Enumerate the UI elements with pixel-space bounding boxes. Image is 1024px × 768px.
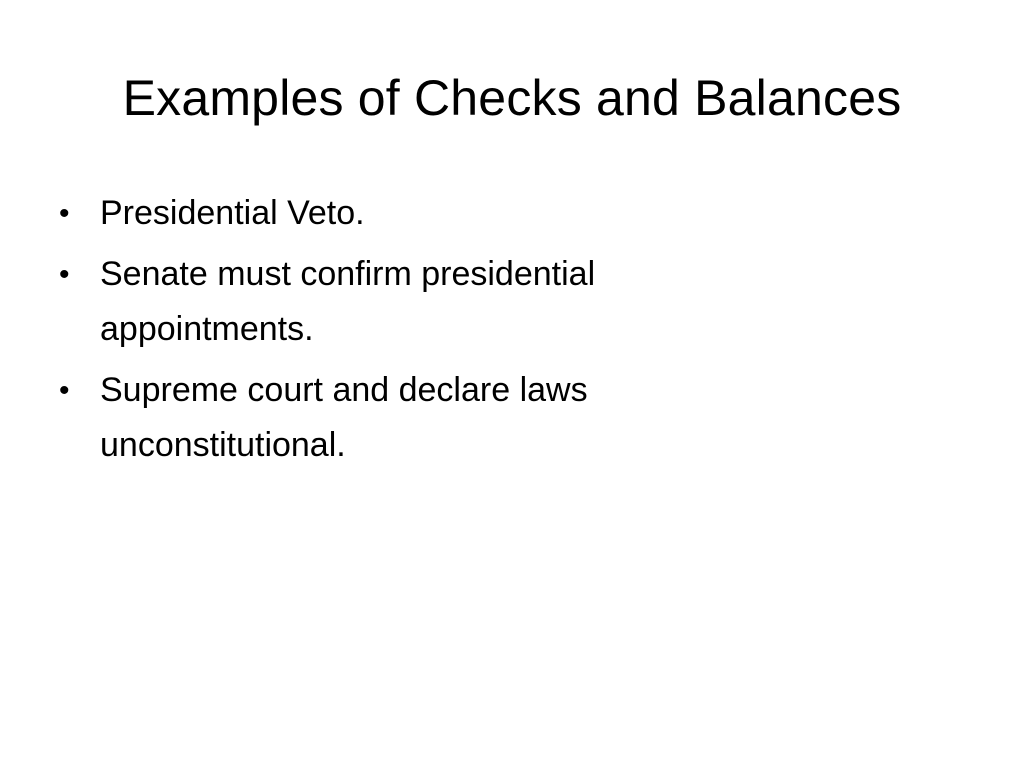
bullet-text: Presidential Veto. <box>100 194 365 232</box>
bullet-text: Senate must confirm presidential appointments. <box>100 255 596 348</box>
bullet-text: Supreme court and declare laws unconstitutional. <box>100 371 588 464</box>
bullet-icon: • <box>59 374 70 407</box>
slide-title: Examples of Checks and Balances <box>122 70 902 126</box>
bullet-icon: • <box>59 197 70 230</box>
bullet-icon: • <box>59 258 70 291</box>
bullet-list <box>57 186 757 479</box>
bullet-item-supreme-court <box>57 363 757 473</box>
bullet-item-senate-confirm <box>57 247 757 357</box>
bullet-item-presidential-veto <box>57 186 757 241</box>
